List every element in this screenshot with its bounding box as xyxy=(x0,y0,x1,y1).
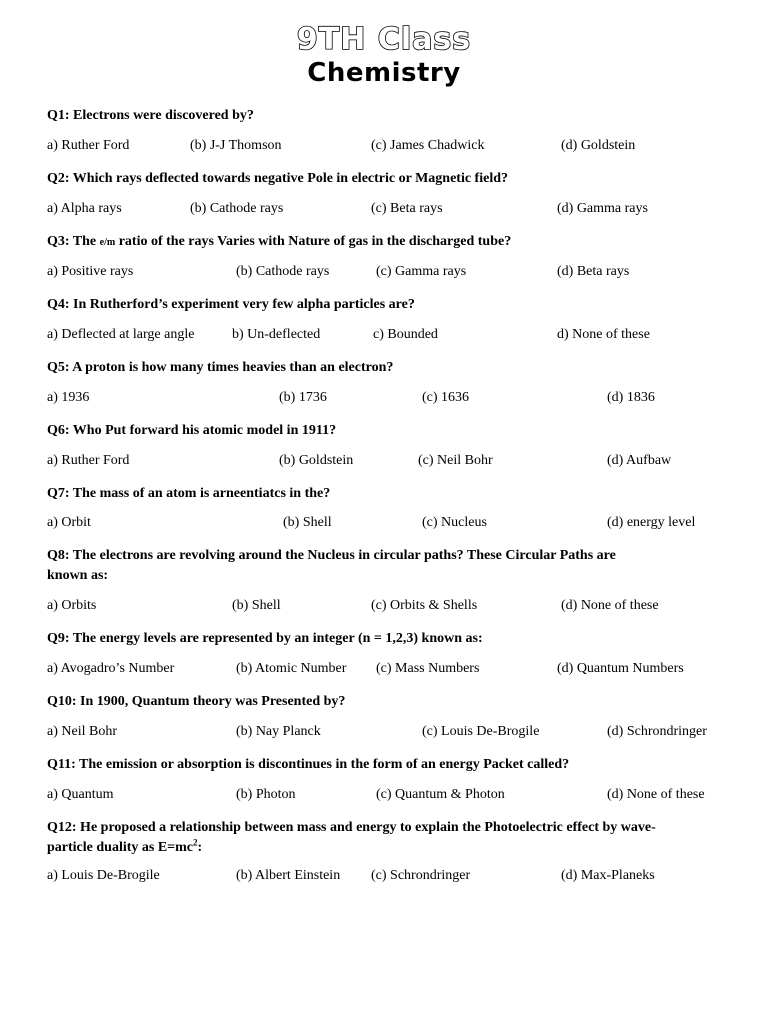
q8-line-1: Q8: The electrons are revolving around the Nucleus in circular paths? These Circular Paths are xyxy=(47,548,616,563)
q5-option-c: (c) 1636 xyxy=(422,390,470,405)
q12-line-1: Q12: He proposed a relationship between mass and energy to explain the Photoelectric effect by wave- xyxy=(47,820,656,835)
question-4: Q4: In Rutherford’s experiment very few alpha particles are? xyxy=(47,297,415,312)
question-11-options xyxy=(47,787,727,805)
q9-option-d: (d) Quantum Numbers xyxy=(557,661,684,676)
q8-option-a: a) Orbits xyxy=(47,598,97,613)
q10-option-b: (b) Nay Planck xyxy=(236,724,321,739)
q7-option-c: (c) Nucleus xyxy=(422,515,487,530)
question-12-options xyxy=(47,868,727,886)
q5-option-b: (b) 1736 xyxy=(279,390,327,405)
q12-option-b: (b) Albert Einstein xyxy=(236,868,341,883)
q8-option-d: (d) None of these xyxy=(561,598,659,613)
q4-option-c: c) Bounded xyxy=(373,327,438,342)
q2-option-a: a) Alpha rays xyxy=(47,201,122,216)
q12-option-d: (d) Max-Planeks xyxy=(561,868,655,883)
q7-option-b: (b) Shell xyxy=(283,515,332,530)
question-9-options xyxy=(47,661,727,679)
q4-option-b: b) Un-deflected xyxy=(232,327,321,342)
q11-option-a: a) Quantum xyxy=(47,787,114,802)
q1-option-d: (d) Goldstein xyxy=(561,138,636,153)
question-10: Q10: In 1900, Quantum theory was Presented by? xyxy=(47,694,346,709)
question-6: Q6: Who Put forward his atomic model in 1911? xyxy=(47,423,337,438)
question-4-options xyxy=(47,327,727,345)
question-1-options xyxy=(47,138,727,156)
q9-option-b: (b) Atomic Number xyxy=(236,661,347,676)
q3-text-end: ratio of the rays Varies with Nature of gas in the discharged tube? xyxy=(115,234,512,249)
question-7: Q7: The mass of an atom is arneentiatcs in the? xyxy=(47,486,331,501)
q6-option-a: a) Ruther Ford xyxy=(47,453,130,468)
q3-option-a: a) Positive rays xyxy=(47,264,134,279)
subject-title: Chemistry xyxy=(307,58,461,88)
question-1: Q1: Electrons were discovered by? xyxy=(47,108,254,123)
q10-option-c: (c) Louis De-Brogile xyxy=(422,724,540,739)
question-6-options xyxy=(47,453,727,471)
q12-option-a: a) Louis De-Brogile xyxy=(47,868,160,883)
question-5: Q5: A proton is how many times heavies than an electron? xyxy=(47,360,394,375)
q5-option-d: (d) 1836 xyxy=(607,390,655,405)
q6-option-d: (d) Aufbaw xyxy=(607,453,672,468)
q11-option-d: (d) None of these xyxy=(607,787,705,802)
q3-option-d: (d) Beta rays xyxy=(557,264,630,279)
question-5-options xyxy=(47,390,727,408)
q11-option-b: (b) Photon xyxy=(236,787,296,802)
q1-option-c: (c) James Chadwick xyxy=(371,138,485,153)
q7-option-d: (d) energy level xyxy=(607,515,696,530)
question-10-options xyxy=(47,724,727,742)
question-3 xyxy=(47,232,727,253)
q11-option-c: (c) Quantum & Photon xyxy=(376,787,505,802)
question-8-options xyxy=(47,598,727,616)
question-2: Q2: Which rays deflected towards negative Pole in electric or Magnetic field? xyxy=(47,171,508,186)
q3-text-start: Q3: The xyxy=(47,234,100,249)
q10-option-d: (d) Schrondringer xyxy=(607,724,707,739)
q3-option-b: (b) Cathode rays xyxy=(236,264,330,279)
q12-line-2-end: : xyxy=(197,840,203,855)
q6-option-c: (c) Neil Bohr xyxy=(418,453,493,468)
q1-option-a: a) Ruther Ford xyxy=(47,138,130,153)
q8-option-c: (c) Orbits & Shells xyxy=(371,598,478,613)
question-9: Q9: The energy levels are represented by an integer (n = 1,2,3) known as: xyxy=(47,631,483,646)
q9-option-a: a) Avogadro’s Number xyxy=(47,661,175,676)
q12-option-c: (c) Schrondringer xyxy=(371,868,471,883)
question-12 xyxy=(47,818,727,858)
q6-option-b: (b) Goldstein xyxy=(279,453,354,468)
q4-option-d: d) None of these xyxy=(557,327,650,342)
q2-option-c: (c) Beta rays xyxy=(371,201,443,216)
q7-option-a: a) Orbit xyxy=(47,515,91,530)
question-11: Q11: The emission or absorption is discontinues in the form of an energy Packet called? xyxy=(47,757,570,772)
q3-option-c: (c) Gamma rays xyxy=(376,264,467,279)
q8-line-2: known as: xyxy=(47,568,109,583)
q2-option-b: (b) Cathode rays xyxy=(190,201,284,216)
q1-option-b: (b) J-J Thomson xyxy=(190,138,282,153)
question-8 xyxy=(47,546,727,586)
class-title: 9TH Class xyxy=(296,22,472,57)
q2-option-d: (d) Gamma rays xyxy=(557,201,648,216)
question-3-options xyxy=(47,264,727,282)
question-2-options xyxy=(47,201,727,219)
e-over-m-fraction: e/m xyxy=(99,237,116,248)
q5-option-a: a) 1936 xyxy=(47,390,90,405)
q10-option-a: a) Neil Bohr xyxy=(47,724,117,739)
q8-option-b: (b) Shell xyxy=(232,598,281,613)
q4-option-a: a) Deflected at large angle xyxy=(47,327,195,342)
squared-superscript: 2 xyxy=(193,837,198,848)
q12-line-2: particle duality as E=mc xyxy=(47,840,194,855)
question-7-options xyxy=(47,515,727,533)
q9-option-c: (c) Mass Numbers xyxy=(376,661,480,676)
